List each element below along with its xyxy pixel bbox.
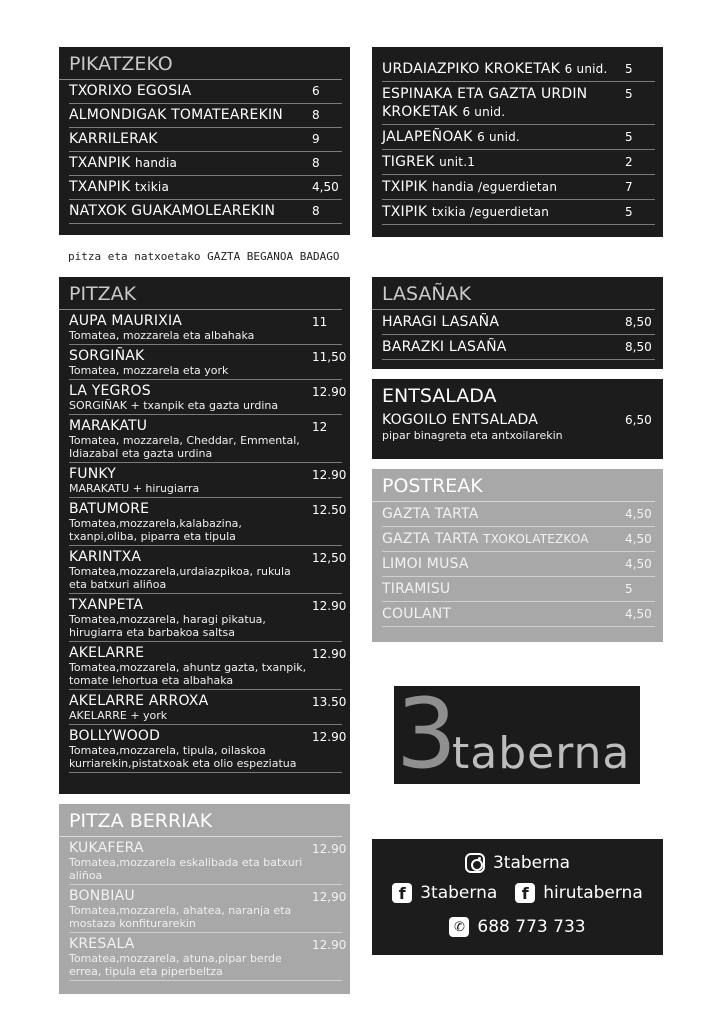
menu-item-name (69, 176, 312, 199)
menu-item-name (69, 152, 312, 175)
menu-item-text (69, 888, 312, 930)
menu-item-description: Tomatea, mozzarela eta albahaka (69, 329, 255, 342)
entsalada-title: ENTSALADA (382, 385, 497, 407)
menu-item-name-text: GAZTA TARTA (382, 506, 479, 522)
menu-item (382, 200, 655, 225)
menu-item-name (69, 936, 312, 952)
menu-item (382, 310, 655, 335)
menu-item (382, 82, 655, 125)
menu-item (69, 380, 347, 415)
menu-item (69, 594, 347, 642)
menu-item (382, 125, 655, 150)
menu-item-name-text: TXORIXO EGOSIA (69, 83, 192, 99)
menu-item-text (69, 728, 312, 770)
menu-item (382, 335, 655, 360)
menu-item-text (69, 313, 312, 342)
menu-item-name-text: TXIPIK (382, 204, 428, 220)
menu-item-name (382, 175, 625, 199)
facebook-row (372, 883, 663, 903)
phone-number[interactable]: 688 773 733 (477, 917, 586, 937)
postreak-panel (372, 469, 663, 642)
logo-number: 3 (396, 678, 458, 790)
menu-item-description: Tomatea,mozzarela, tipula, oilaskoa kurriarekin,pistatxoak eta olio espeziatua (69, 744, 297, 770)
menu-item-text (69, 597, 312, 639)
menu-item-text (69, 348, 312, 377)
menu-item-name-text: TXANPIK (69, 179, 131, 195)
menu-item-name-text: KRESALA (69, 936, 135, 952)
menu-item-note: TXOKOLATEZKOA (483, 532, 589, 546)
menu-item-description: Tomatea, mozzarela eta york (69, 364, 229, 377)
menu-item-price: 4,50 (625, 607, 652, 621)
menu-item-note: 6 unid. (477, 130, 520, 144)
facebook-icon: f (515, 883, 535, 903)
menu-item-name (382, 335, 625, 359)
facebook-handle-1[interactable]: 3taberna (420, 883, 498, 903)
menu-item-name-text: KARRILERAK (69, 131, 158, 147)
lasanak-panel (372, 277, 663, 369)
menu-item-description: Tomatea,mozzarela,urdaiazpikoa, rukula eta batxuri aliñoa (69, 565, 291, 591)
menu-item-price: 12 (312, 420, 328, 434)
menu-item-note: unit.1 (439, 155, 476, 169)
menu-item (69, 725, 347, 773)
menu-item-name (69, 418, 312, 434)
menu-item-text (69, 840, 312, 882)
lasanak-title: LASAÑAK (372, 277, 655, 310)
menu-item-description: MARAKATU + hirugiarra (69, 482, 200, 495)
menu-item-name-text: TIGREK (382, 154, 435, 170)
menu-item-note: txikia /eguerdietan (431, 205, 550, 219)
menu-item-text (382, 125, 625, 149)
menu-item-text (69, 383, 312, 412)
menu-item-text (382, 82, 625, 124)
menu-item-name (69, 383, 312, 399)
menu-item (382, 150, 655, 175)
menu-item-name-text: FUNKY (69, 466, 117, 482)
menu-item-price: 8 (312, 108, 320, 122)
menu-item-price: 5 (625, 205, 633, 219)
menu-item-text (69, 176, 312, 199)
instagram-row (372, 853, 663, 873)
menu-item-name (69, 645, 312, 661)
menu-item (382, 552, 655, 577)
menu-item-description: pipar binagreta eta antxoilarekin (382, 429, 563, 442)
postreak-title: POSTREAK (372, 469, 655, 502)
menu-item (382, 57, 655, 82)
menu-item-name-text: TXANPIK (69, 155, 131, 171)
menu-item-text (69, 80, 312, 103)
entsalada-panel (372, 379, 663, 459)
menu-item-name (382, 200, 625, 224)
logo-word: taberna (452, 728, 631, 779)
menu-item-price: 12.90 (312, 938, 347, 952)
menu-item-description: Tomatea, mozzarela, Cheddar, Emmental, Idiazabal eta gazta urdina (69, 434, 300, 460)
menu-item-text (382, 150, 625, 174)
menu-item (69, 345, 347, 380)
menu-item (382, 175, 655, 200)
menu-item-description: Tomatea,mozzarela, haragi pikatua, hirugiarra eta barbakoa saltsa (69, 613, 266, 639)
menu-item-price: 8,50 (625, 315, 652, 329)
menu-item-name-text: BOLLYWOOD (69, 728, 161, 744)
menu-item (69, 152, 342, 176)
menu-item-price: 12.90 (312, 468, 347, 482)
menu-item-description: SORGIÑAK + txanpik eta gazta urdina (69, 399, 279, 412)
menu-item-name (382, 125, 625, 149)
menu-item-name-text: ESPINAKA ETA GAZTA URDIN KROKETAK (382, 86, 588, 120)
menu-item (69, 200, 342, 224)
kroketak-panel (372, 47, 663, 237)
menu-item-name-text: JALAPEÑOAK (382, 129, 473, 145)
menu-item (69, 80, 342, 104)
menu-item-text (382, 200, 625, 224)
menu-item-name-text: TXIPIK (382, 179, 428, 195)
menu-item (69, 176, 342, 200)
menu-item-price: 8 (312, 156, 320, 170)
menu-item-text (69, 645, 312, 687)
menu-item-name-text: BARAZKI LASAÑA (382, 339, 507, 355)
menu-item-name-text: LIMOI MUSA (382, 556, 469, 572)
menu-item-price: 12.50 (312, 503, 347, 517)
menu-item-name (382, 82, 625, 124)
menu-item-name (382, 150, 625, 174)
menu-item (69, 933, 347, 981)
menu-item-text (382, 502, 625, 526)
menu-item-name-text: KARINTXA (69, 549, 142, 565)
menu-item-price: 11,50 (312, 350, 347, 364)
phone-icon: ✆ (449, 917, 469, 937)
menu-item-name (69, 549, 312, 565)
menu-item-price: 4,50 (625, 557, 652, 571)
facebook-handle-2[interactable]: hirutaberna (543, 883, 643, 903)
facebook-icon: f (392, 883, 412, 903)
menu-item-name (69, 348, 312, 364)
menu-item-note: 6 unid. (462, 105, 506, 119)
menu-item-name (69, 80, 312, 103)
menu-item-price: 12.90 (312, 385, 347, 399)
menu-item-name (69, 597, 312, 613)
menu-item (69, 415, 342, 463)
menu-item-note: txikia (135, 180, 169, 194)
menu-item-name-text: NATXOK GUAKAMOLEAREKIN (69, 203, 276, 219)
menu-item-price: 5 (625, 87, 633, 101)
menu-item-note: handia (135, 156, 178, 170)
menu-item (382, 411, 655, 442)
menu-item-text (382, 310, 625, 334)
menu-item-text (382, 57, 625, 81)
menu-item-name (69, 840, 312, 856)
menu-item-price: 5 (625, 582, 633, 596)
menu-item-name (382, 602, 625, 626)
menu-item-name-text: TIRAMISU (382, 581, 451, 597)
menu-item-price: 5 (625, 130, 633, 144)
vegan-note: pitza eta natxoetako GAZTA BEGANOA BADAGO (68, 250, 340, 263)
menu-item (69, 128, 342, 152)
menu-item-name-text: BONBIAU (69, 888, 135, 904)
menu-item-price: 12.90 (312, 730, 347, 744)
menu-item-price: 7 (625, 180, 633, 194)
menu-item-price: 12.90 (312, 599, 347, 613)
menu-item-name (382, 411, 625, 429)
menu-item-text (69, 501, 312, 543)
menu-item-name-text: URDAIAZPIKO KROKETAK (382, 61, 561, 77)
menu-item (69, 837, 347, 885)
menu-item-description: Tomatea,mozzarela,kalabazina, txanpi,oliba, piparra eta tipula (69, 517, 242, 543)
menu-item (382, 577, 655, 602)
menu-item-price: 6 (312, 84, 320, 98)
menu-item (69, 885, 347, 933)
menu-item-text (382, 335, 625, 359)
menu-item-name (382, 527, 625, 551)
menu-item-description: Tomatea,mozzarela, ahatea, naranja eta mostaza konfiturarekin (69, 904, 292, 930)
menu-item-name (69, 501, 312, 517)
menu-item (382, 602, 655, 627)
menu-item-text (69, 418, 312, 460)
menu-item-text (69, 200, 312, 223)
menu-item-description: Tomatea,mozzarela, atuna,pipar berde errea, tipula eta piperbeltza (69, 952, 282, 978)
menu-item (69, 463, 347, 498)
menu-item (69, 310, 342, 345)
menu-item-name-text: ALMONDIGAK TOMATEAREKIN (69, 107, 283, 123)
menu-item-name-text: SORGIÑAK (69, 348, 145, 364)
pikatzeko-panel (59, 47, 350, 235)
menu-item-name-text: HARAGI LASAÑA (382, 314, 500, 330)
menu-item-text (382, 552, 625, 576)
menu-item-name (69, 104, 312, 127)
menu-item-name-text: GAZTA TARTA (382, 531, 479, 547)
menu-item-name (382, 57, 625, 81)
menu-item-price: 12.90 (312, 842, 347, 856)
menu-item (69, 498, 347, 546)
menu-item-price: 6,50 (625, 413, 652, 427)
pitza-berriak-panel (59, 804, 350, 994)
menu-item-name (69, 200, 312, 223)
pitzak-panel (59, 277, 350, 794)
menu-item-name-text: TXANPETA (69, 597, 144, 613)
menu-item-name-text: AUPA MAURIXIA (69, 313, 183, 329)
menu-item-description: AKELARRE + york (69, 709, 168, 722)
pikatzeko-title: PIKATZEKO (59, 47, 342, 80)
menu-item-price: 9 (312, 132, 320, 146)
phone-row (372, 917, 663, 937)
menu-item-name (382, 552, 625, 576)
menu-item-text (69, 152, 312, 175)
menu-item-price: 2 (625, 155, 633, 169)
menu-item-name-text: AKELARRE ARROXA (69, 693, 209, 709)
menu-item-name-text: AKELARRE (69, 645, 145, 661)
menu-item-note: handia /eguerdietan (431, 180, 558, 194)
menu-item-name (69, 128, 312, 151)
menu-item-text (69, 936, 312, 978)
menu-item-price: 5 (625, 62, 633, 76)
menu-item-text (382, 175, 625, 199)
menu-item-text (69, 128, 312, 151)
menu-item-text (382, 527, 625, 551)
menu-item-price: 4,50 (312, 180, 339, 194)
instagram-handle[interactable]: 3taberna (492, 853, 571, 873)
menu-item-text (382, 577, 625, 601)
menu-item-description: Tomatea,mozzarela, ahuntz gazta, txanpik, tomate lehortua eta albahaka (69, 661, 307, 687)
menu-item-price: 8,50 (625, 340, 652, 354)
menu-item-name-text: LA YEGROS (69, 383, 151, 399)
menu-item-name-text: MARAKATU (69, 418, 148, 434)
menu-item-price: 12,50 (312, 551, 347, 565)
menu-item-price: 13.50 (312, 695, 347, 709)
menu-item-price: 4,50 (625, 507, 652, 521)
menu-item-name-text: KOGOILO ENTSALADA (382, 412, 539, 428)
menu-item-name-text: BATUMORE (69, 501, 150, 517)
menu-item-name (69, 888, 312, 904)
menu-item-price: 12.90 (312, 647, 347, 661)
menu-item-price: 11 (312, 315, 328, 329)
menu-item (69, 104, 342, 128)
menu-item-text (69, 104, 312, 127)
menu-item (382, 527, 655, 552)
menu-item-name-text: KUKAFERA (69, 840, 144, 856)
menu-item-name (382, 577, 625, 601)
instagram-icon (465, 853, 485, 873)
menu-item-price: 12,90 (312, 890, 347, 904)
contact-panel (372, 839, 663, 955)
menu-item-text (69, 549, 312, 591)
menu-item (69, 642, 347, 690)
menu-item-text (382, 411, 625, 442)
menu-item (69, 546, 347, 594)
menu-item-name (382, 502, 625, 526)
menu-item-name (69, 728, 312, 744)
pitzak-title: PITZAK (59, 277, 342, 310)
menu-item (69, 690, 347, 725)
menu-item (382, 502, 655, 527)
menu-item-name (69, 313, 312, 329)
menu-item-name (69, 466, 312, 482)
menu-item-note: 6 unid. (564, 62, 608, 76)
menu-item-name (69, 693, 312, 709)
menu-item-text (69, 466, 312, 495)
menu-item-name-text: COULANT (382, 606, 452, 622)
menu-item-price: 8 (312, 204, 320, 218)
logo (394, 678, 640, 790)
pitza-berriak-title: PITZA BERRIAK (59, 804, 342, 837)
menu-item-name (382, 310, 625, 334)
menu-item-text (69, 693, 312, 722)
menu-item-description: Tomatea,mozzarela eskalibada eta batxuri aliñoa (69, 856, 303, 882)
menu-item-text (382, 602, 625, 626)
menu-item-price: 4,50 (625, 532, 652, 546)
